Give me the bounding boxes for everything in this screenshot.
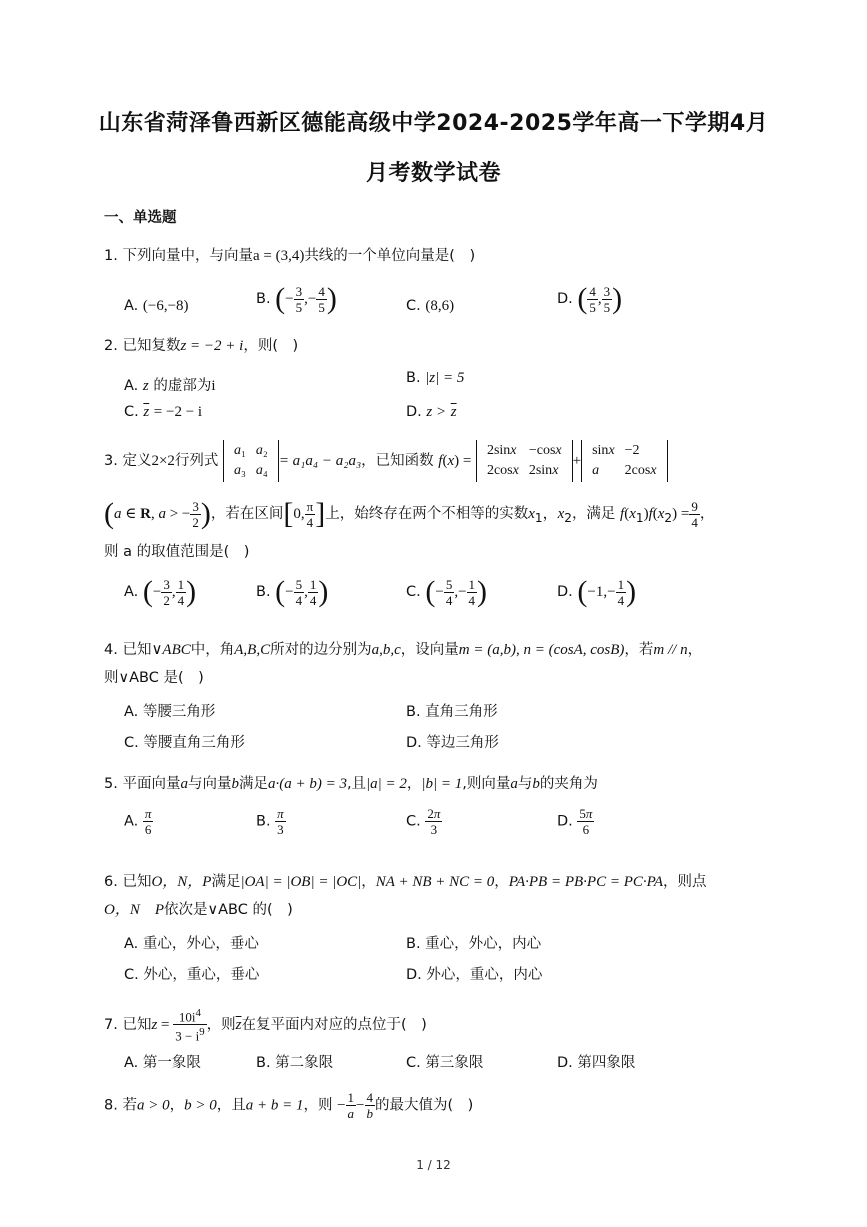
q5-text-d: ,且 [346,776,367,792]
q7-number: 7. [104,1016,118,1033]
q6-line2-b: 依次是∨ABC 的( ) [164,902,293,918]
q8-text-d: 的最大值为( ) [375,1097,474,1114]
q2-option-b[interactable] [406,370,464,387]
q4-option-a[interactable]: A. 等腰三角形 [124,704,216,720]
q6-text-a: 已知 [122,874,152,890]
q2-option-d[interactable]: D. $z > \overline{z}$ [406,404,457,420]
q3-option-c[interactable]: C. (− $\frac{5}{4}$ ,− $\frac{1}{4}$ ) [406,575,488,608]
q4-text-b: 中，角 [190,642,235,658]
q1-option-a[interactable] [124,298,189,315]
section-heading: 一、单选题 [104,210,177,226]
q7-option-d[interactable]: D. 第四象限 [557,1055,636,1071]
page-subtitle: 月考数学试卷 [365,161,501,186]
question-6: 6. 已知O，N，P满足|OA| = |OB| = |OC|，NA + NB + NC = 0，PA·PB = PB·PC = PC·PA，则点 [104,874,707,890]
q1-option-a-value: (−6,−8) [142,298,189,314]
q4-text-f: ， [687,642,703,658]
q1-option-b-label: B. [256,291,271,307]
q2-option-a-text: 的虚部为 [153,378,212,394]
q1-text-a: 下列向量中，与向量 [122,248,253,264]
q4-text-d: ，设向量 [400,642,459,658]
question-2 [104,334,298,355]
q3-text-b: 行列式 [174,453,219,469]
q2-option-a-i: i [211,378,216,394]
q6-text-c: ，则点 [663,874,707,890]
q5-text-a: 平面向量 [122,776,181,792]
q6-cond-3: PA·PB = PB·PC = PC·PA [508,874,664,890]
q3-text-c: ，已知函数 [361,453,434,469]
q4-option-b[interactable]: B. 直角三角形 [406,704,498,720]
q5-option-d[interactable]: D. $\frac{5\pi}{6}$ [557,806,593,837]
q5-condition: a·(a + b) = 3 [267,776,347,792]
q3-number: 3. [104,453,118,469]
q1-option-c[interactable] [406,298,454,315]
q4-parallel: m // n [653,642,688,658]
q7-text-a: 已知 [122,1016,152,1033]
q1-option-c-label: C. [406,298,421,314]
q7-option-a[interactable]: A. 第一象限 [124,1055,201,1071]
q1-option-a-label: A. [124,298,139,314]
q4-option-d[interactable]: D. 等边三角形 [406,735,499,751]
q3-text-a: 定义 [122,453,152,469]
q3-det-2: sinx −2 a 2cosx [581,440,667,482]
q3-option-b-label: B. [256,584,271,600]
q4-text-a: 已知 [122,642,152,658]
q2-number: 2. [104,338,118,354]
q5-option-c[interactable]: C. $\frac{2\pi}{3}$ [406,806,441,837]
q1-option-c-value: (8,6) [425,298,455,314]
q5-option-b-label: B. [256,813,271,830]
q3-option-a-label: A. [124,584,139,600]
q2-text-a: 已知复数 [122,338,181,354]
q6-cond-1: |OA| = |OB| = |OC| [240,874,362,890]
q6-number: 6. [104,874,118,890]
q3-size: 2×2 [151,453,175,469]
question-4 [104,638,702,659]
q3-line2-c: ，满足 [571,506,616,522]
q6-points: O，N，P [151,874,212,890]
q3-option-d[interactable]: D. (−1,− $\frac{1}{4}$ ) [557,575,637,608]
q3-option-c-label: C. [406,584,421,600]
question-5: 5. 平面向量a与向量b满足a·(a + b) = 3,且|a| = 2，|b| = 1,则向量a与b的夹角为 [104,776,598,792]
q6-option-c[interactable]: C. 外心，重心，垂心 [124,967,260,983]
q5-mag-a: |a| = 2 [366,776,407,792]
q1-number: 1. [104,248,118,264]
q3-det-1: 2sinx −cosx 2cosx 2sinx [476,440,573,482]
q3-option-d-label: D. [557,584,573,600]
q6-option-b[interactable]: B. 重心，外心，内心 [406,936,542,952]
q2-expr: z = −2 + i [180,338,244,354]
question-6-line-2 [104,898,293,919]
q5-text-c: 满足 [238,776,268,792]
q4-triangle: ∨ABC [151,642,191,658]
q4-number: 4. [104,642,118,658]
q5-text-f: 与 [517,776,533,792]
question-7: 7. 已知z = $\frac{10i^4}{3 - i^9}$ ，则$\overline{z}$在复平面内对应的点位于( ) [104,1007,427,1044]
q2-option-d-expr: z > [426,404,447,420]
q5-mag-b: |b| = 1 [421,776,463,792]
q5-option-a-label: A. [124,813,139,830]
q2-option-b-expr: |z| = 5 [425,370,465,386]
q3-determinant-def: a₁ a₂ a₃ a₄ [223,440,279,482]
q7-fraction: $\frac{10i^4}{3 - i^9}$ [175,1007,205,1044]
q2-option-c-label: C. [124,404,139,420]
q8-text-a: 若 [122,1097,137,1114]
q2-option-d-label: D. [406,404,422,420]
q7-option-b[interactable]: B. 第二象限 [256,1055,334,1071]
q3-det-formula: = a₁a₄ − a₂a₃ [278,453,362,469]
question-3-line-2: (a ∈ R, a > − $\frac{3}{2}$ )，若在区间[0, $\frac{\pi}{4}$ ]上，始终存在两个不相等的实数$x_1$，$x_2$，满足 $f(x_1)f(x_2)$ = $\frac{9}{4}$ ， [104,497,715,530]
page-title: 山东省菏泽鲁西新区德能高级中学2024-2025学年高一下学期4月 [98,111,769,136]
q4-text-c: 所对的边分别为 [270,642,372,658]
q6-cond-2: NA + NB + NC = 0 [375,874,495,890]
q3-option-b[interactable]: B. (− $\frac{5}{4}$ , $\frac{1}{4}$ ) [256,575,329,608]
q3-line2-b: 上，始终存在两个不相等的实数 [325,506,529,522]
q4-option-c[interactable]: C. 等腰直角三角形 [124,735,245,751]
q1-option-d-label: D. [557,291,573,307]
q3-option-a[interactable]: A. (− $\frac{3}{2}$ , $\frac{1}{4}$ ) [124,575,197,608]
q8-text-c: ，则 [303,1097,333,1114]
q1-vector: a = (3,4) [252,248,305,264]
q5-text-b: 与向量 [187,776,232,792]
q5-text-g: 的夹角为 [539,776,598,792]
question-4-line-2: 则∨ABC 是( ) [104,670,204,686]
q6-text-b: 满足 [211,874,241,890]
q1-option-d[interactable]: D. ( $\frac{4}{5}$ , $\frac{3}{5}$ ) [557,282,623,315]
question-8: 8. 若a > 0，b > 0，且a + b = 1，则 − $\frac{1}{a}$ − $\frac{4}{b}$ 的最大值为( ) [104,1090,474,1121]
q4-vectors: m = (a,b), n = (cosA, cosB) [458,642,625,658]
q2-option-c[interactable]: C. $\overline{z} = -2 - i$ [124,404,203,420]
q6-option-a[interactable]: A. 重心，外心，垂心 [124,936,259,952]
q5-number: 5. [104,776,118,792]
question-1 [104,244,475,265]
q5-option-d-label: D. [557,813,573,830]
q7-option-c[interactable]: C. 第三象限 [406,1055,484,1071]
q2-text-b: ，则( ) [243,338,299,354]
q4-sides: a,b,c [371,642,401,658]
q3-line2-a: ，若在区间 [210,506,284,522]
q2-option-c-expr: = −2 − i [153,404,203,420]
q8-text-b: ，且 [216,1097,246,1114]
q8-number: 8. [104,1097,118,1114]
q8-cond-1: a > 0 [136,1097,170,1114]
question-3: 3. 定义2×2行列式 a₁ a₂ a₃ a₄ = a₁a₄ − a₂a₃，已知函数 f(x) = 2sinx −cosx 2cosx 2sinx + sinx −2 a 2cosx [104,440,668,482]
q1-text-b: 共线的一个单位向量是( ) [304,248,476,264]
q5-option-b[interactable]: B. $\frac{\pi}{3}$ [256,806,284,837]
q7-text-b: ，则 [206,1016,236,1033]
q5-option-a[interactable]: A. $\frac{\pi}{6}$ [124,806,152,837]
q8-cond-2: b > 0 [184,1097,217,1114]
q6-option-d[interactable]: D. 外心，重心，内心 [406,967,543,983]
q2-option-a-label: A. [124,378,139,394]
q6-line2-a: O，N P [104,902,165,918]
question-3-line-3: 则 a 的取值范围是( ) [104,544,250,560]
q1-option-b[interactable]: B. (− $\frac{3}{5}$ ,− $\frac{4}{5}$ ) [256,282,337,315]
q5-option-c-label: C. [406,813,421,830]
page-number: 1 / 12 [416,1158,451,1172]
q2-option-a[interactable]: A. z 的虚部为i [124,378,216,394]
q2-option-b-label: B. [406,370,421,386]
q5-text-e: ,则向量 [462,776,511,792]
q4-text-e: ，若 [624,642,654,658]
q4-angles: A,B,C [234,642,271,658]
q7-text-c: 在复平面内对应的点位于( ) [241,1016,427,1033]
q8-cond-3: a + b = 1 [245,1097,304,1114]
